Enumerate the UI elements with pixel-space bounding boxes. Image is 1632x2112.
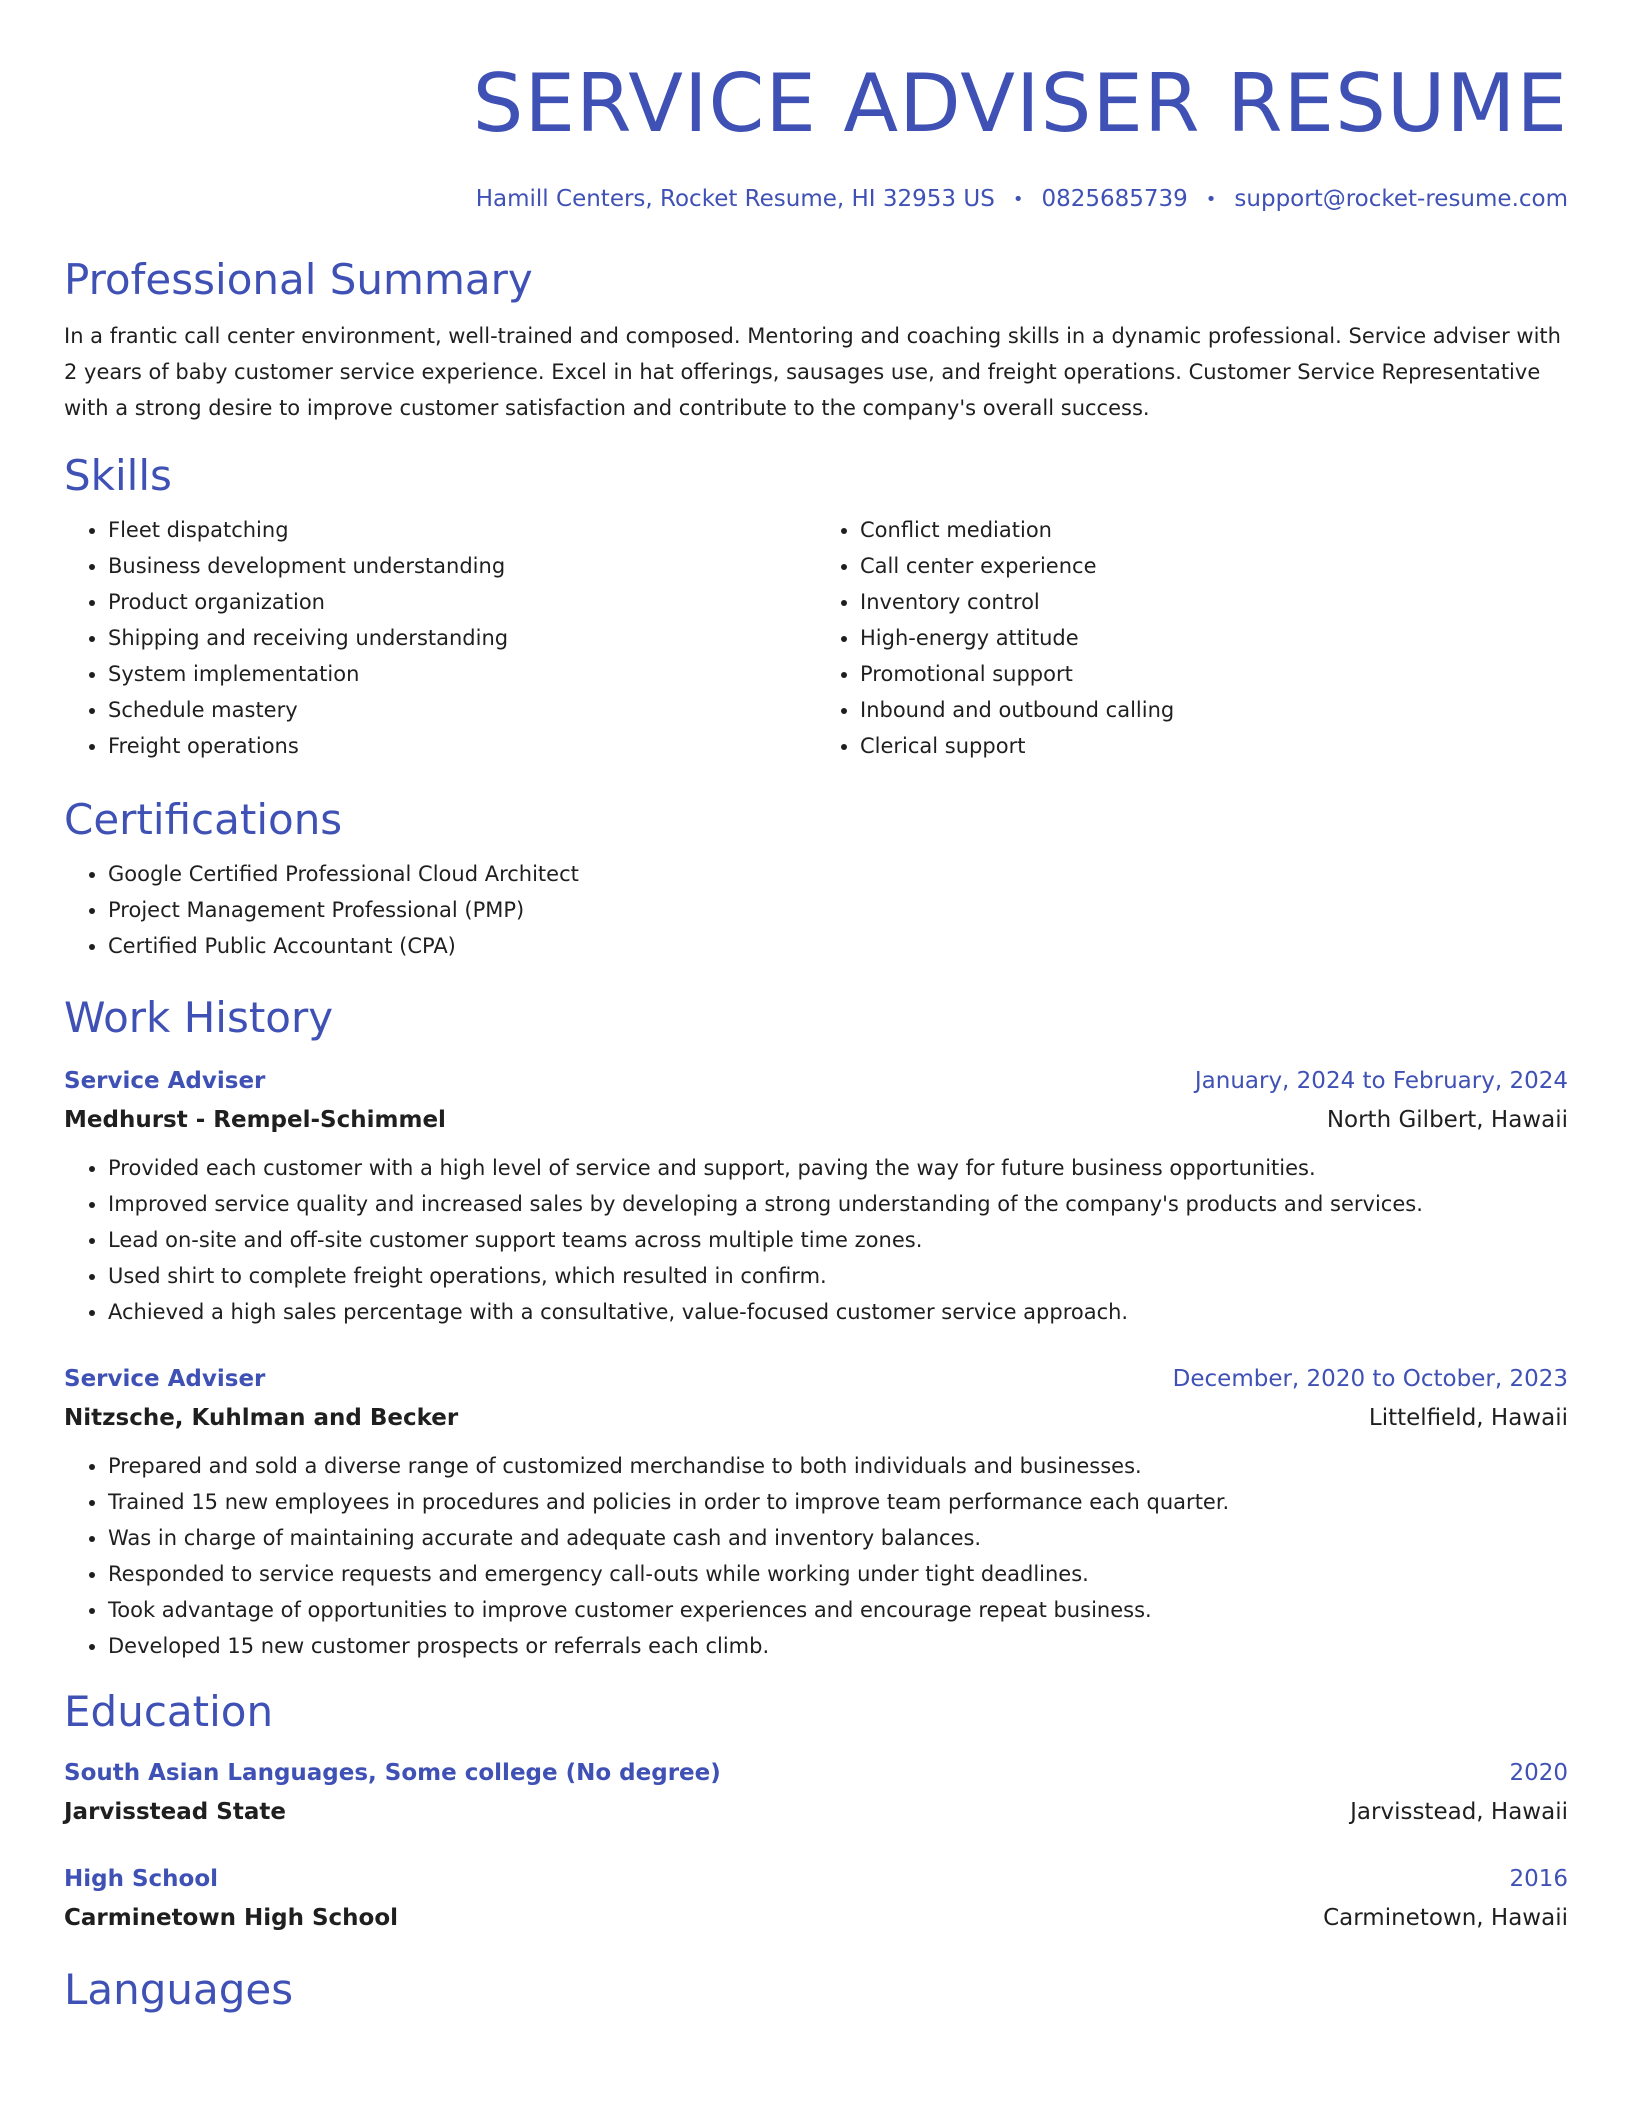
skills-list <box>64 512 1568 764</box>
job-bullets <box>64 1448 1568 1664</box>
work-history-heading: Work History <box>64 993 334 1042</box>
certifications-list <box>64 856 1568 964</box>
job-title-row <box>64 1360 1568 1398</box>
skill-item: • Conflict mediation <box>860 512 1568 548</box>
skill-item: • Freight operations <box>108 728 816 764</box>
summary-heading: Professional Summary <box>64 255 533 304</box>
resume-header <box>64 0 1568 212</box>
job-bullet: • Lead on-site and off-site customer support teams across multiple time zones. <box>108 1222 1568 1258</box>
skill-item: • Schedule mastery <box>108 692 816 728</box>
job-dates: January, 2024 to February, 2024 <box>1194 1068 1568 1094</box>
skill-item: • Call center experience <box>860 548 1568 584</box>
languages-heading: Languages <box>64 1965 294 2014</box>
certification-item: • Certified Public Accountant (CPA) <box>108 928 1568 964</box>
contact-email[interactable]: support@rocket-resume.com <box>1234 186 1568 212</box>
job-bullets <box>64 1150 1568 1330</box>
education-degree-row <box>64 1754 1568 1792</box>
job-title: Service Adviser <box>64 1366 266 1392</box>
education-degree-row <box>64 1860 1568 1898</box>
job-dates: December, 2020 to October, 2023 <box>1172 1366 1568 1392</box>
education-location: Carminetown, Hawaii <box>1323 1905 1568 1931</box>
job-company: Nitzsche, Kuhlman and Becker <box>64 1405 459 1431</box>
summary-text: In a frantic call center environment, well-trained and composed. Mentoring and coaching skills in a dynamic professional. Service adviser with 2 years of baby customer service experience. Excel in hat offerings, sausages use, and freight operations. Customer Service Representative with a strong desire to improve customer satisfaction and contribute to the company's overall success. <box>64 324 1561 420</box>
job-entry <box>64 1360 1568 1664</box>
job-bullet: • Improved service quality and increased sales by developing a strong understanding of the company's products and services. <box>108 1186 1568 1222</box>
education-school-row <box>64 1898 1568 1938</box>
skill-item: • Shipping and receiving understanding <box>108 620 816 656</box>
job-title-row <box>64 1062 1568 1100</box>
job-company-row <box>64 1100 1568 1140</box>
job-entry <box>64 1062 1568 1330</box>
education-heading: Education <box>64 1687 274 1736</box>
skill-item: • Promotional support <box>860 656 1568 692</box>
contact-address: Hamill Centers, Rocket Resume, HI 32953 US <box>475 186 995 212</box>
skill-item: • High-energy attitude <box>860 620 1568 656</box>
job-bullet: • Achieved a high sales percentage with a consultative, value-focused customer service approach. <box>108 1294 1568 1330</box>
certifications-heading: Certifications <box>64 795 343 844</box>
job-location: Littelfield, Hawaii <box>1368 1405 1568 1431</box>
certification-item: • Google Certified Professional Cloud Architect <box>108 856 1568 892</box>
job-title: Service Adviser <box>64 1068 266 1094</box>
education-location: Jarvisstead, Hawaii <box>1350 1799 1568 1825</box>
resume-title: SERVICE ADVISER RESUME <box>472 57 1568 150</box>
education-year: 2020 <box>1509 1760 1568 1786</box>
education-degree: High School <box>64 1866 219 1892</box>
skills-heading: Skills <box>64 451 172 500</box>
education-degree: South Asian Languages, Some college (No degree) <box>64 1760 721 1786</box>
skill-item: • Product organization <box>108 584 816 620</box>
skill-item: • Inbound and outbound calling <box>860 692 1568 728</box>
education-school: Jarvisstead State <box>64 1799 286 1825</box>
skill-item: • Business development understanding <box>108 548 816 584</box>
job-bullet: • Provided each customer with a high level of service and support, paving the way for future business opportunities. <box>108 1150 1568 1186</box>
job-location: North Gilbert, Hawaii <box>1326 1107 1568 1133</box>
skill-item: • Inventory control <box>860 584 1568 620</box>
skill-item: • Clerical support <box>860 728 1568 764</box>
job-bullet: • Developed 15 new customer prospects or referrals each climb. <box>108 1628 1568 1664</box>
education-school-row <box>64 1792 1568 1832</box>
education-year: 2016 <box>1509 1866 1568 1892</box>
skills-column-left <box>64 512 816 764</box>
contact-separator: • <box>1205 188 1217 210</box>
job-bullet: • Responded to service requests and emergency call-outs while working under tight deadlines. <box>108 1556 1568 1592</box>
contact-separator: • <box>1012 188 1024 210</box>
job-bullet: • Was in charge of maintaining accurate and adequate cash and inventory balances. <box>108 1520 1568 1556</box>
certification-item: • Project Management Professional (PMP) <box>108 892 1568 928</box>
skill-item: • Fleet dispatching <box>108 512 816 548</box>
job-bullet: • Took advantage of opportunities to improve customer experiences and encourage repeat business. <box>108 1592 1568 1628</box>
skills-column-right <box>816 512 1568 764</box>
education-school: Carminetown High School <box>64 1905 399 1931</box>
skill-item: • System implementation <box>108 656 816 692</box>
job-bullet: • Used shirt to complete freight operations, which resulted in confirm. <box>108 1258 1568 1294</box>
job-company-row <box>64 1398 1568 1438</box>
education-entry <box>64 1754 1568 1832</box>
contact-line <box>64 186 1568 212</box>
job-bullet: • Prepared and sold a diverse range of customized merchandise to both individuals and businesses. <box>108 1448 1568 1484</box>
contact-phone: 0825685739 <box>1041 186 1188 212</box>
job-company: Medhurst - Rempel-Schimmel <box>64 1107 446 1133</box>
job-bullet: • Trained 15 new employees in procedures and policies in order to improve team performance each quarter. <box>108 1484 1568 1520</box>
education-entry <box>64 1860 1568 1938</box>
